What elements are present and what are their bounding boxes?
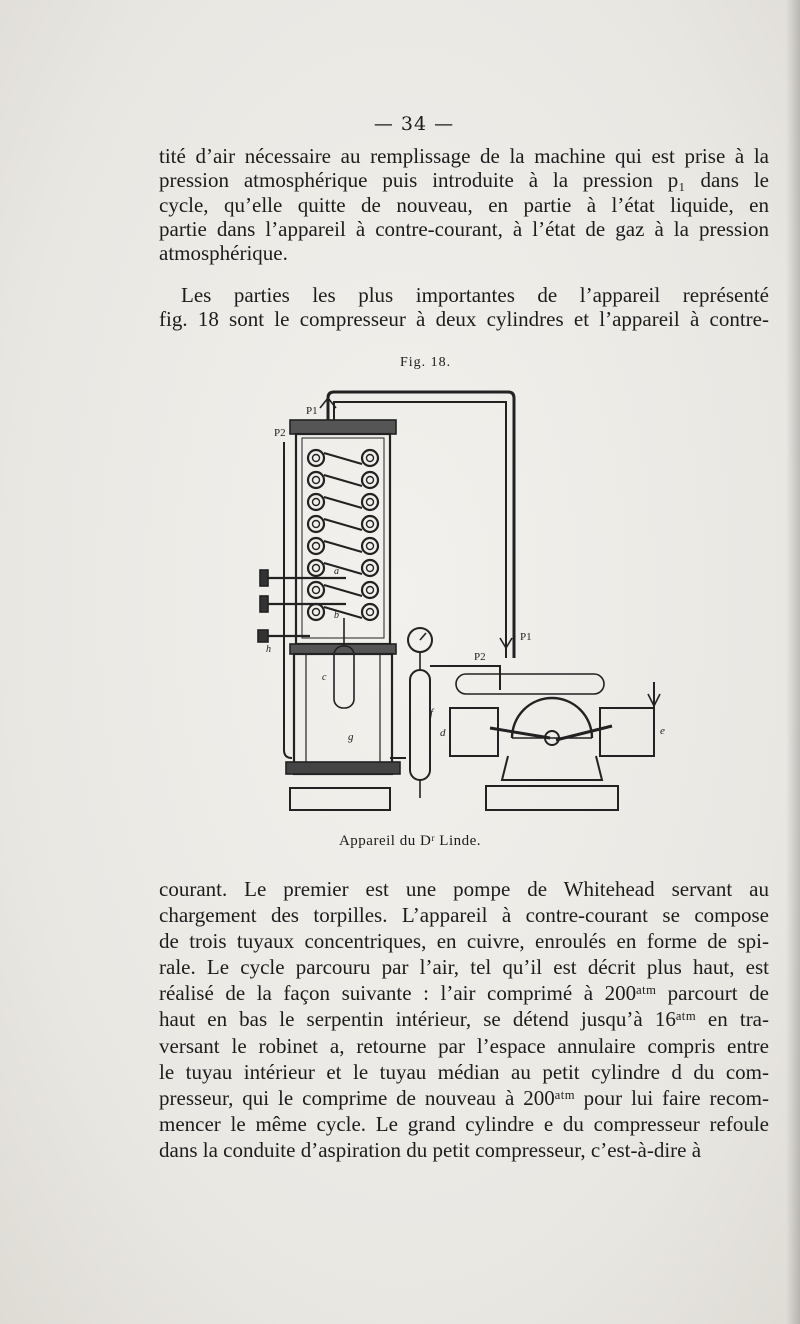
coil-ring-inner xyxy=(367,609,374,616)
coil-tube xyxy=(324,497,362,508)
coil-ring xyxy=(362,516,378,532)
coil-ring-inner xyxy=(313,543,320,550)
coil-ring xyxy=(362,604,378,620)
coil-ring xyxy=(308,538,324,554)
text-line: presseur, qui le comprime de nouveau à 200ᵃᵗᵐ pour lui faire recom- xyxy=(159,1085,769,1110)
label-p1-right: P1 xyxy=(520,631,532,643)
coil-ring xyxy=(308,560,324,576)
page-number: — 34 — xyxy=(373,113,455,135)
coil-ring-inner xyxy=(313,499,320,506)
label-d: d xyxy=(440,727,446,739)
coil-tube xyxy=(324,475,362,486)
text-line: fig. 18 sont le compresseur à deux cylindres et l’appareil à contre- xyxy=(159,307,769,332)
text-line: le tuyau intérieur et le tuyau médian au petit cylindre d du com- xyxy=(159,1059,769,1084)
coil-tube xyxy=(324,607,362,618)
coil-ring-inner xyxy=(313,477,320,484)
text-line: rale. Le cycle parcouru par l’air, tel qu’il est décrit plus haut, est xyxy=(159,955,769,980)
coil-ring-inner xyxy=(367,477,374,484)
linde-apparatus-figure xyxy=(250,378,670,826)
coil-ring-inner xyxy=(367,499,374,506)
text-line: dans la conduite d’aspiration du petit compresseur, c’est-à-dire à xyxy=(159,1137,702,1162)
coil-tube xyxy=(324,585,362,596)
figure-label: Fig. 18. xyxy=(400,355,452,370)
paragraph-3 xyxy=(159,876,769,1163)
text-line: Les parties les plus importantes de l’appareil représenté xyxy=(181,283,769,307)
coil-ring-inner xyxy=(367,565,374,572)
text-line: atmosphérique. xyxy=(159,241,288,266)
coil-ring-inner xyxy=(313,521,320,528)
coil-ring xyxy=(362,538,378,554)
text-line: pression atmosphérique puis introduite à la pression p₁ dans le xyxy=(159,168,769,193)
label-p1-top: P1 xyxy=(306,405,318,417)
coil-ring xyxy=(362,582,378,598)
label-p2-top: P2 xyxy=(274,427,286,439)
coil-ring xyxy=(308,450,324,466)
page-edge-shadow xyxy=(786,0,800,1324)
figure-caption: Appareil du Dʳ Linde. xyxy=(338,833,482,849)
coil-ring xyxy=(362,472,378,488)
coil-ring-inner xyxy=(313,455,320,462)
coil-ring xyxy=(308,472,324,488)
paragraph-2 xyxy=(159,283,769,332)
coil-ring xyxy=(308,516,324,532)
coil-ring-inner xyxy=(367,543,374,550)
coil-tube xyxy=(324,453,362,464)
coil-ring-inner xyxy=(367,455,374,462)
coil-ring-inner xyxy=(367,521,374,528)
label-g: g xyxy=(348,731,354,743)
apparatus-drawing xyxy=(250,378,670,826)
coil-tube xyxy=(324,519,362,530)
text-line: de trois tuyaux concentriques, en cuivre, enroulés en forme de spi- xyxy=(159,929,769,954)
coil-ring xyxy=(362,450,378,466)
coil-serpentine xyxy=(308,450,378,620)
text-line: courant. Le premier est une pompe de Whitehead servant au xyxy=(159,877,769,901)
text-line: réalisé de la façon suivante : l’air comprimé à 200ᵃᵗᵐ parcourt de xyxy=(159,981,769,1006)
coil-ring-inner xyxy=(313,609,320,616)
text-line: haut en bas le serpentin intérieur, se détend jusqu’à 16ᵃᵗᵐ en tra- xyxy=(159,1007,769,1032)
coil-ring-inner xyxy=(313,565,320,572)
label-f: f xyxy=(430,707,434,719)
coil-ring xyxy=(308,494,324,510)
coil-tube xyxy=(324,563,362,574)
text-line: tité d’air nécessaire au remplissage de la machine qui est prise à la xyxy=(159,144,769,168)
text-line: partie dans l’appareil à contre-courant, à l’état de gaz à la pression xyxy=(159,216,769,241)
text-line: versant le robinet a, retourne par l’espace annulaire compris entre xyxy=(159,1033,769,1058)
coil-ring xyxy=(308,604,324,620)
coil-ring xyxy=(308,582,324,598)
coil-ring-inner xyxy=(313,587,320,594)
coil-ring xyxy=(362,494,378,510)
label-p2-mid: P2 xyxy=(474,651,486,663)
label-h: h xyxy=(266,644,271,655)
label-a: a xyxy=(334,566,339,577)
paragraph-1 xyxy=(159,144,769,265)
label-c: c xyxy=(322,672,327,683)
text-line: mencer le même cycle. Le grand cylindre e du compresseur refoule xyxy=(159,1111,769,1136)
text-line: cycle, qu’elle quitte de nouveau, en partie à l’état liquide, en xyxy=(159,192,769,217)
coil-tube xyxy=(324,541,362,552)
label-b: b xyxy=(334,610,339,621)
coil-ring xyxy=(362,560,378,576)
text-line: chargement des torpilles. L’appareil à contre-courant se compose xyxy=(159,903,769,928)
coil-ring-inner xyxy=(367,587,374,594)
label-e: e xyxy=(660,725,665,737)
